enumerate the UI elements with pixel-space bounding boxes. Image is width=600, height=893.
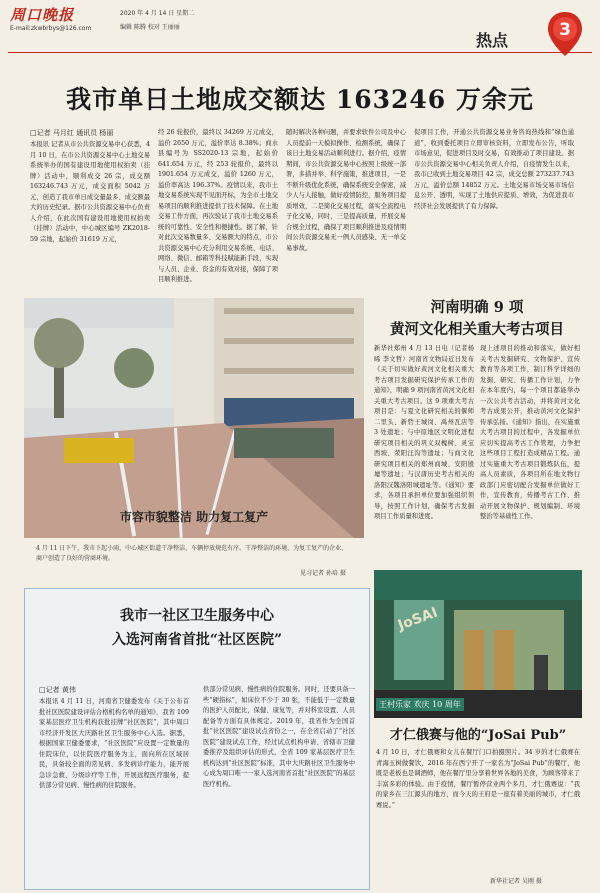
community-title-2: 入选河南省首批“社区医院”	[111, 632, 283, 648]
lead-byline-text: 记者 马月红 通讯员 杨丽	[36, 129, 114, 137]
community-column-2: 供部分常见病、慢性病的住院服务。同时，还要具备一些“硬指标”，如床位不少于 30 张，不能低于一定数量的医护人员配比，保健、康复等，并对科室设置、人员配备等方面有具体规定。2019 年，我省作为全国首批“社区医院”建设试点省份之一，在全省启动了“社区医院”建设试点工作，经过试点机构申请、省辖市卫健委推荐及组织评估的形式，全省 109 家基层医疗卫生机构达到“社区医院”标准，其中大庆路社区卫生服务中心成为周口唯一一家入选河南省首批“社区医院”的基层医疗机构。	[203, 686, 355, 788]
community-title-1: 我市一社区卫生服务中心	[120, 608, 274, 624]
lead-column-4: 促项目工作，开通公共资源交易业务咨询热线和“绿色通道”，收到委托项目立即审核资料，立即发布公告，听取市场意见，促进项目及时交易，有效推动了项目建设。据市公共资源交易中心相关负责人介绍，自疫情发生以来，我市已收到土地交易项目 42 宗，成交总额 273237.743 万元，溢价总额 14852 万元。土地交易市场交易市场信息公开、透明，实现了土地供应提质、增效，为促进我市经济社会发展提供了有力保障。	[414, 129, 574, 210]
photo-story-title: 市容市貌整洁 助力复工复产	[119, 510, 269, 524]
josai-title: 才仁俄赛与他的“JoSai Pub”	[389, 728, 567, 743]
josai-photo-label: 王村乐家 欢庆 10 周年	[376, 698, 464, 711]
page-number-badge	[545, 10, 585, 58]
lead-column-2: 经 26 轮报价，最终以 34269 万元成交，溢价 2650 万元，溢价率达 8.38%；商水县编号为 SS2020-13 宗地，起始价 641.654 万元，经 253 轮报价，最终以 1901.654 万元成交，溢价 1260 万元，溢价率高达 196.37%。疫情以来，我市土地交易系统实现不见面开标，为全市土地交易项目的顺利推进提供了技术保障。在土地交易工作方面，再次验证了我市土地交易系统的可靠性、安全性和便捷性。据了解，针对此次交易数量多、交易额大的特点，市公共资源交易中心充分利用交易系统、电话、网络、微信、邮箱等科技赋能新手段，实现与人员、企业、资金的有效对接，保障了项目顺利推进。	[158, 129, 278, 283]
masthead-editors: 编辑 陈腾 校对 王丽丽	[120, 24, 180, 31]
photo-story-credit: 见习记者 孙培 摄	[300, 570, 346, 577]
lead-column-1: 本报讯 记者从市公共资源交易中心获悉，4 月 10 日，在市公共资源交易中心土地交易系统举办的国有建设用地使用权拍卖（挂牌）活动中，顺利成交 26 宗，成交额 163246.743 万元，成交面积 5042 万元，创造了我市单日成交量最多、成交额最大的历史纪录。据市公共资源交易中心负责人介绍，在此次国有建设用地使用权拍卖（挂牌）活动中，中心城区编号 ZK2018-59 宗地，起始价 31619 万元，	[30, 141, 150, 243]
yellow-river-title-2: 黄河文化相关重大考古项目	[390, 321, 564, 338]
section-title: 热点	[476, 31, 509, 50]
street-scene-image	[24, 298, 364, 538]
street-photo	[24, 298, 364, 538]
map-pin-icon	[545, 10, 585, 58]
photo-story-caption: 4 月 11 日下午，我市下起小雨，中心城区街道干净整洁，车辆停放规范有序。干净整洁的环境，为复工复产的企业、商户创造了良好的营商环境。	[36, 545, 348, 562]
yellow-river-title-1: 河南明确 9 项	[430, 299, 524, 316]
lead-column-3: 随时解决各种问题，并要求软件公司及中心人员提前一天模拟操作、检测系统，确保了该日土地交易活动顺利进行。据介绍，疫情期间，市公共资源交易中心按照上级统一部署，多措并举、科学施策，推进项目，一是不断升级优化系统，确保系统安全保密，减少人与人接触，做好疫情防控，服务项目提质增效，二是简化交易过程，落实全流程电子化交易，同时，三是提高质量，开展交易合规全过程，确保了项目顺利推进及疫情期间公共资源交易无一例人员感染、无一单交易事故。	[286, 129, 406, 252]
yellow-river-column-2: 现上述项目的推动和落实，做好相关考古发掘研究、文物保护、宣传教育等各项工作，制订科学详细的发掘、研究、传播工作计划，力争在本年度内，每一个项目都能举办一次公共考古活动，并将黄河文化考古成果公开，推动黄河文化保护传承弘扬。《通知》指出，在实施重大考古项目的过程中，各发掘单位应切实提高考古工作管理，力争把这些项目工程打造成精品工程。通过实施重大考古项目锻炼队伍，提高人员素质，各项目所在地文物行政部门应密切配合发掘单位做好工作，宣传教育，传播考古工作、推动开展文物保护、规划编制、环境整治等基础性工作。	[480, 345, 580, 520]
newspaper-logo: 周口晚报	[10, 6, 75, 24]
masthead-date: 2020 年 4 月 14 日 星期二	[120, 10, 195, 17]
main-headline: 我市单日土地成交额达 163246 万余元	[66, 85, 534, 114]
josai-credit: 新华社记者 吴刚 摄	[490, 878, 542, 885]
lead-byline: □记者 马月红 通讯员 杨丽	[30, 129, 114, 137]
svg-text:JoSAI: JoSAI	[395, 604, 440, 634]
josai-body: 4 月 10 日，才仁俄赛和女儿在餐厅门口拍摄照片。34 岁的才仁俄赛在青海玉树做餐饮，2016 年在西宁开了一家名为“JoSai Pub”的餐厅，他既是老板也是调酒师，他在餐厅里分享着世界各地的美食，为顾客带来了丰富多彩的体验。由于疫情，餐厅暂停营业两个多月，才仁俄赛说：“我的家乡在三江源头的地方，而今天的王府是一座有着美丽的城市，才仁俄赛说。”	[376, 749, 580, 809]
community-byline: □记者 黄伟	[39, 686, 76, 694]
masthead-rule	[8, 52, 592, 53]
community-box	[24, 588, 370, 890]
josai-photo	[374, 570, 582, 718]
page-number: 3	[559, 20, 571, 40]
masthead-email: E-mail:zkwbrbys@126.com	[10, 25, 92, 32]
community-byline-text: 记者 黄伟	[45, 686, 76, 694]
community-column-1: 本报讯 4 月 11 日，河南省卫健委发布《关于公布首批社区医院建设评估合格机构名单的通知》，我省 109 家基层医疗卫生机构获批挂牌“社区医院”，其中周口市经济开发区大庆路社区卫生服务中心入选。据悉，根据国家卫健委要求，“社区医院”应设置一定数量的住院床位，以住院医疗服务为主，面向所在区域居民，具备较全面的常见病、多发病诊疗能力，能开展急诊急救、分级诊疗等工作，开展远程医疗服务，提供部分常见病、慢性病的住院服务。	[39, 698, 189, 789]
restaurant-image	[374, 570, 582, 718]
yellow-river-column-1: 新华社郑州 4 月 13 日电（记者杨晞 李文哲）河南省文物局近日发布《关于切实做好黄河文化相关重大考古项目发掘研究保护传承工作的通知》，明确 9 项河南省黄河文化相关重大考古项目。这 9 项重大考古项目是：与夏文化研究相关的偃师二里头、新砦王城岗、禹州瓦店等 3 处遗址；与中原地区文明化进程研究项目相关的巩义双槐树、灵宝西坡、荥阳汪沟等遗址；与商文化研究项目相关的郑州商城、安阳殷墟等遗址；与汉唐历史考古相关的洛阳汉魏洛阳城遗址等。《通知》要求，各项目承担单位要加强组织领导，按照工作计划，确保考古发掘项目工作质量和进度。	[374, 345, 474, 520]
